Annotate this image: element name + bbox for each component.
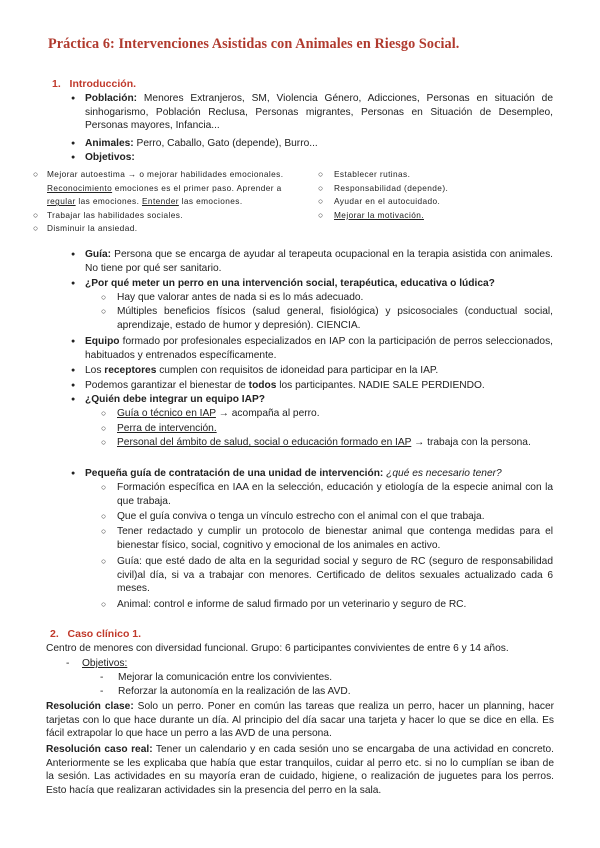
resolucion-real-label: Resolución caso real: [46, 744, 153, 755]
circle-bullet-icon [318, 209, 334, 223]
contratacion-question: Pequeña guía de contratación de una unidad de intervención: [85, 468, 384, 479]
quien-answer-underlined: Guía o técnico en IAP [117, 408, 216, 419]
bullet-icon [71, 151, 85, 166]
quien-answer: → trabaja con la persona. [411, 437, 531, 448]
circle-bullet-icon [33, 209, 47, 223]
guia-label: Guía: [85, 249, 112, 260]
list-item [71, 335, 553, 362]
circle-bullet-icon [101, 525, 117, 552]
objetivo-item: Ayudar en el autocuidado. [334, 196, 441, 207]
receptores-label: receptores [104, 365, 157, 376]
circle-bullet-icon [101, 436, 117, 450]
caso-objetivos-label: Objetivos: [82, 658, 128, 669]
bullet-icon [71, 467, 85, 482]
circle-bullet-icon [318, 195, 334, 209]
list-item [101, 598, 553, 612]
list-item [101, 436, 553, 450]
contratacion-question-italic: ¿qué es necesario tener? [383, 468, 502, 479]
objetivos-left-column [33, 168, 313, 236]
circle-bullet-icon [318, 168, 334, 182]
list-item [101, 481, 553, 508]
quien-question: ¿Quién debe integrar un equipo IAP? [85, 394, 265, 405]
caso-objetivo: Mejorar la comunicación entre los convivientes. [118, 672, 333, 683]
section-label: Introducción. [69, 78, 137, 90]
objetivos-label: Objetivos: [85, 152, 135, 163]
objetivo-underlined: Entender [142, 196, 179, 207]
objetivo-underlined: Mejorar la motivación. [334, 209, 424, 220]
bullet-icon [71, 335, 85, 362]
list-item [71, 137, 553, 152]
bullet-icon [71, 364, 85, 379]
resolucion-clase-label: Resolución clase: [46, 701, 134, 712]
objetivo-underlined: Reconocimiento [47, 182, 113, 193]
poblacion-label: Población: [85, 93, 138, 104]
list-item [71, 379, 553, 394]
section-1-heading [52, 78, 136, 92]
caso-intro: Centro de menores con diversidad funcional. Grupo: 6 participantes convivientes de entre 6 y 14 años. [46, 643, 509, 654]
equipo-label: Equipo [85, 336, 120, 347]
resolucion-real [46, 743, 554, 797]
list-item [71, 151, 135, 166]
objetivo-underlined: regular [47, 196, 76, 207]
contratacion-item: Animal: control e informe de salud firmado por un veterinario y seguro de RC. [117, 599, 467, 610]
porque-answer: Hay que valorar antes de nada si es lo más adecuado. [117, 292, 364, 303]
list-item [101, 525, 553, 552]
circle-bullet-icon [101, 555, 117, 596]
animales-text: Perro, Caballo, Gato (depende), Burro... [133, 138, 318, 149]
list-item [71, 277, 553, 292]
section-label: Caso clínico 1. [67, 628, 142, 640]
receptores-pre: Los [85, 365, 105, 376]
circle-bullet-icon [101, 407, 117, 421]
receptores-text: cumplen con requisitos de idoneidad para participar en la IAP. [156, 365, 439, 376]
objetivos-right-column [318, 168, 568, 222]
bienestar-label: todos [248, 380, 277, 391]
circle-bullet-icon [33, 168, 47, 182]
list-item [101, 555, 553, 596]
objetivo-item: Disminuir la ansiedad. [47, 223, 138, 234]
list-item [101, 291, 553, 305]
bienestar-pre: Podemos garantizar el bienestar de [85, 380, 249, 391]
bullet-icon [71, 379, 85, 394]
bullet-icon [71, 137, 85, 152]
objetivo-item: Mejorar autoestima → o mejorar habilidades emocionales. [47, 169, 284, 179]
objetivo-item: Responsabilidad (depende). [334, 182, 449, 193]
resolucion-clase-text: Solo un perro. Poner en común las tareas que realiza un perro, hacer un planning, hacer tarjetas con lo que hace durante un día. Al principio del día sacar una tarjeta y hacer lo que se dice en ella. Es fácil extrapolar lo que hace un perro a las AVD de una persona. [46, 701, 555, 739]
list-item [71, 92, 553, 133]
equipo-text: formado por profesionales especializados en IAP con la participación de perros seleccionados, habituados y entrenados específicamente. [85, 336, 553, 361]
quien-answer: → acompaña al perro. [215, 408, 320, 419]
list-item [71, 467, 553, 482]
list-item [101, 422, 553, 436]
porque-answer: Múltiples beneficios físicos (salud general, fisiológica) y psicosociales (conductual social, aprendizaje, estado de humor y depresión). CIENCIA. [117, 306, 553, 331]
circle-bullet-icon [101, 598, 117, 612]
list-item [101, 510, 553, 524]
bullet-icon [71, 393, 85, 408]
circle-bullet-icon [101, 291, 117, 305]
list-item [71, 364, 553, 379]
contratacion-item: Guía: que esté dado de alta en la seguridad social y seguro de RC (seguro de responsabilidad civil)al día, si va a trabajar con menores. Certificado de delitos sexuales actualizado cada 6 meses. [117, 556, 553, 594]
contratacion-item: Formación específica en IAA en la selección, educación y etiología de la especie animal con la que trabaja. [117, 482, 553, 507]
page-title: Práctica 6: Intervenciones Asistidas con Animales en Riesgo Social. [48, 36, 460, 52]
dash-bullet-icon [100, 685, 118, 699]
resolucion-clase [46, 700, 554, 741]
porque-question: ¿Por qué meter un perro en una intervención social, terapéutica, educativa o lúdica? [85, 278, 495, 289]
quien-answer-underlined: Perra de intervención. [117, 423, 217, 434]
list-item [100, 685, 351, 699]
objetivo-item: Trabajar las habilidades sociales. [47, 209, 183, 220]
list-item [100, 671, 332, 685]
section-2-heading [50, 628, 141, 642]
resolucion-real-text: Tener un calendario y en cada sesión uno se encargaba de una actividad en concreto. Anteriormente se les explicaba que había que estar tranquilos, cuidar al perro etc. si no lo cumplían se iban de la sesión. Las actividades en su mayoría eran de cuidado, higiene, o realización de juguetes para los perros. Esto hacía que realizaran actividades sin la presencia del perro en la sala. [46, 744, 554, 796]
circle-bullet-icon [101, 510, 117, 524]
poblacion-text: Menores Extranjeros, SM, Violencia Género, Adicciones, Personas en situación de sinhogarismo, Población Reclusa, Personas migrantes, Personas en Situación de Desempleo, Personas mayores, Infancia... [85, 93, 553, 131]
circle-bullet-icon [33, 222, 47, 236]
circle-bullet-icon [318, 182, 334, 196]
contratacion-item: Tener redactado y cumplir un protocolo de bienestar animal que contenga medidas para el bienestar físico, social, cognitivo y emocional de los animales en activo. [117, 526, 553, 551]
caso-objetivo: Reforzar la autonomía en la realización de las AVD. [118, 686, 351, 697]
list-item [71, 393, 553, 408]
section-number: 2. [50, 628, 59, 640]
bienestar-text: los participantes. NADIE SALE PERDIENDO. [276, 380, 485, 391]
objetivo-item: emociones es el primer paso. Aprender a [112, 182, 282, 193]
circle-bullet-icon [101, 422, 117, 436]
list-item [101, 407, 553, 421]
objetivo-item: Establecer rutinas. [334, 169, 411, 179]
section-number: 1. [52, 78, 61, 90]
guia-text: Persona que se encarga de ayudar al terapeuta ocupacional en la terapia asistida con animales. No tiene por qué ser sanitario. [85, 249, 553, 274]
bullet-icon [71, 248, 85, 275]
objetivo-item: las emociones. [178, 196, 243, 207]
contratacion-item: Que el guía conviva o tenga un vínculo estrecho con el animal con el que trabaja. [117, 511, 485, 522]
circle-bullet-icon [101, 481, 117, 508]
quien-answer-underlined: Personal del ámbito de salud, social o educación formado en IAP [117, 437, 412, 448]
list-item [66, 657, 127, 671]
bullet-icon [71, 92, 85, 133]
list-item [71, 248, 553, 275]
dash-bullet-icon [100, 671, 118, 685]
animales-label: Animales: [85, 138, 134, 149]
objetivo-item: las emociones. [75, 196, 142, 207]
list-item [101, 305, 553, 332]
circle-bullet-icon [101, 305, 117, 332]
bullet-icon [71, 277, 85, 292]
dash-bullet-icon [66, 657, 82, 671]
